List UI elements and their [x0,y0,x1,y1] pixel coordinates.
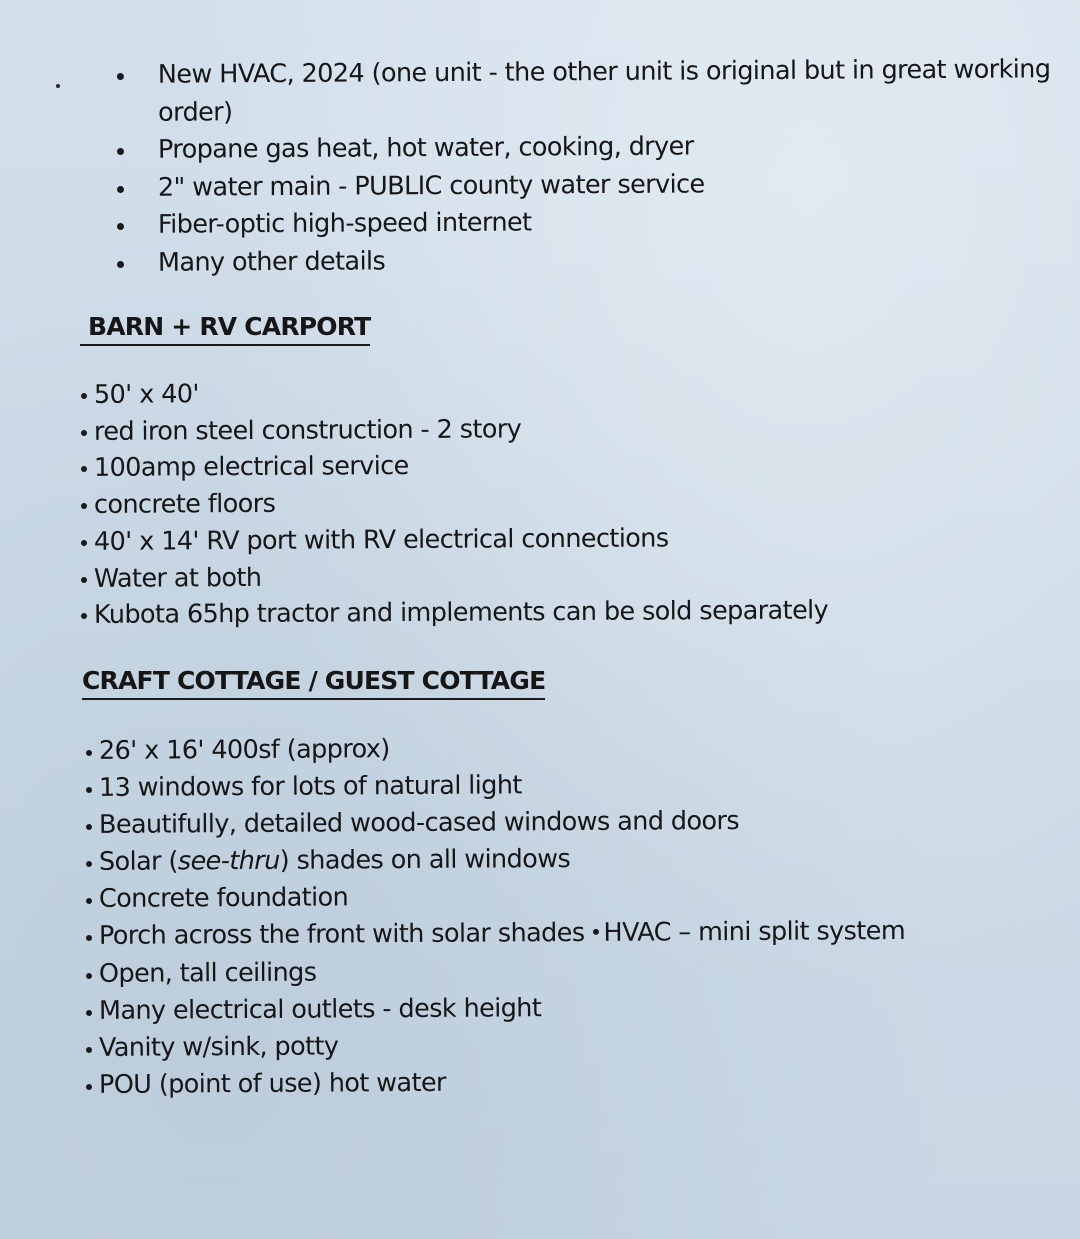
bullet-icon [86,935,92,941]
cottage-section-heading [82,666,545,696]
list-item [117,126,1072,169]
list-item-text: POU (point of use) hot water [98,1067,446,1100]
list-item-text: New HVAC, 2024 (one unit - the other unit is original but in great working order) [157,54,1051,128]
list-item [85,801,1025,844]
list-item [85,1061,1025,1104]
list-item-text: 2" water main - PUBLIC county water service [157,168,705,203]
list-item-text: 13 windows for lots of natural light [98,770,522,804]
barn-heading-text: BARN + RV CARPORT [88,312,371,341]
bullet-icon [86,1009,92,1015]
bullet-icon [117,223,124,230]
list-item-text: Water at both [93,562,262,594]
stray-mark [56,84,60,88]
bullet-icon [81,614,87,620]
list-item [117,51,1072,132]
list-item-text: Propane gas heat, hot water, cooking, dryer [157,131,694,165]
list-item [85,913,1025,956]
list-item [85,987,1025,1030]
list-item-text: concrete floors [93,488,276,521]
barn-section-heading [80,312,370,342]
list-item-text: Vanity w/sink, potty [98,1031,339,1063]
bullet-icon [117,148,124,155]
list-item [85,839,1025,882]
list-item [80,481,1020,523]
bullet-icon [86,972,92,978]
list-item-text: Many electrical outlets - desk height [98,992,542,1026]
bullet-icon [117,185,124,192]
list-item-text: 40' x 14' RV port with RV electrical connections [93,523,669,557]
bullet-icon [86,898,92,904]
bullet-icon [81,577,87,583]
list-item [85,876,1025,919]
bullet-icon [593,929,599,935]
porch-text: Porch across the front with solar shades [98,918,585,952]
list-item [85,727,1025,770]
bullet-icon [86,750,92,756]
bullet-icon [81,540,87,546]
list-item-text: red iron steel construction - 2 story [93,414,522,447]
bullet-icon [86,824,92,830]
bullet-icon [81,467,87,473]
list-item-text: 100amp electrical service [93,451,409,484]
bullet-icon [117,260,124,267]
cottage-heading-text: CRAFT COTTAGE / GUEST COTTAGE [82,666,546,695]
bullet-icon [86,861,92,867]
list-item [80,555,1020,597]
list-item [117,164,1072,207]
list-item-text: 50' x 40' [93,379,199,410]
list-item-text: Beautifully, detailed wood-cased windows and doors [98,806,740,841]
bullet-icon [81,503,87,509]
bullet-icon [86,1046,92,1052]
heading-underline [82,698,545,700]
solar-italic-text: see-thru [177,846,280,877]
list-item [85,1024,1025,1067]
cottage-feature-list [85,733,1025,1104]
list-item [117,239,1072,282]
solar-prefix-text: Solar ( [98,846,178,878]
solar-suffix-text: ) shades on all windows [279,844,571,877]
bullet-icon [86,787,92,793]
list-item-text: Open, tall ceilings [98,957,317,989]
bullet-icon [117,73,124,80]
list-item-text: Kubota 65hp tractor and implements can be sold separately [93,595,829,631]
list-item [85,764,1025,807]
list-item [80,518,1020,560]
list-item [80,591,1020,633]
list-item-text: Many other details [157,245,386,278]
list-item [80,371,1020,413]
list-item-text: 26' x 16' 400sf (approx) [98,734,390,766]
list-item-text: Concrete foundation [98,882,349,915]
bullet-icon [81,430,87,436]
utilities-bullet-list [117,54,1072,282]
barn-feature-list [80,377,1020,634]
bullet-icon [86,1083,92,1089]
bullet-icon [81,393,87,399]
list-item [117,201,1072,244]
list-item [80,408,1020,450]
porch-hvac-text: HVAC – mini split system [603,916,906,949]
list-item [85,950,1025,993]
heading-underline [80,344,370,346]
list-item-text: Fiber-optic high-speed internet [157,207,532,240]
list-item [80,445,1020,487]
